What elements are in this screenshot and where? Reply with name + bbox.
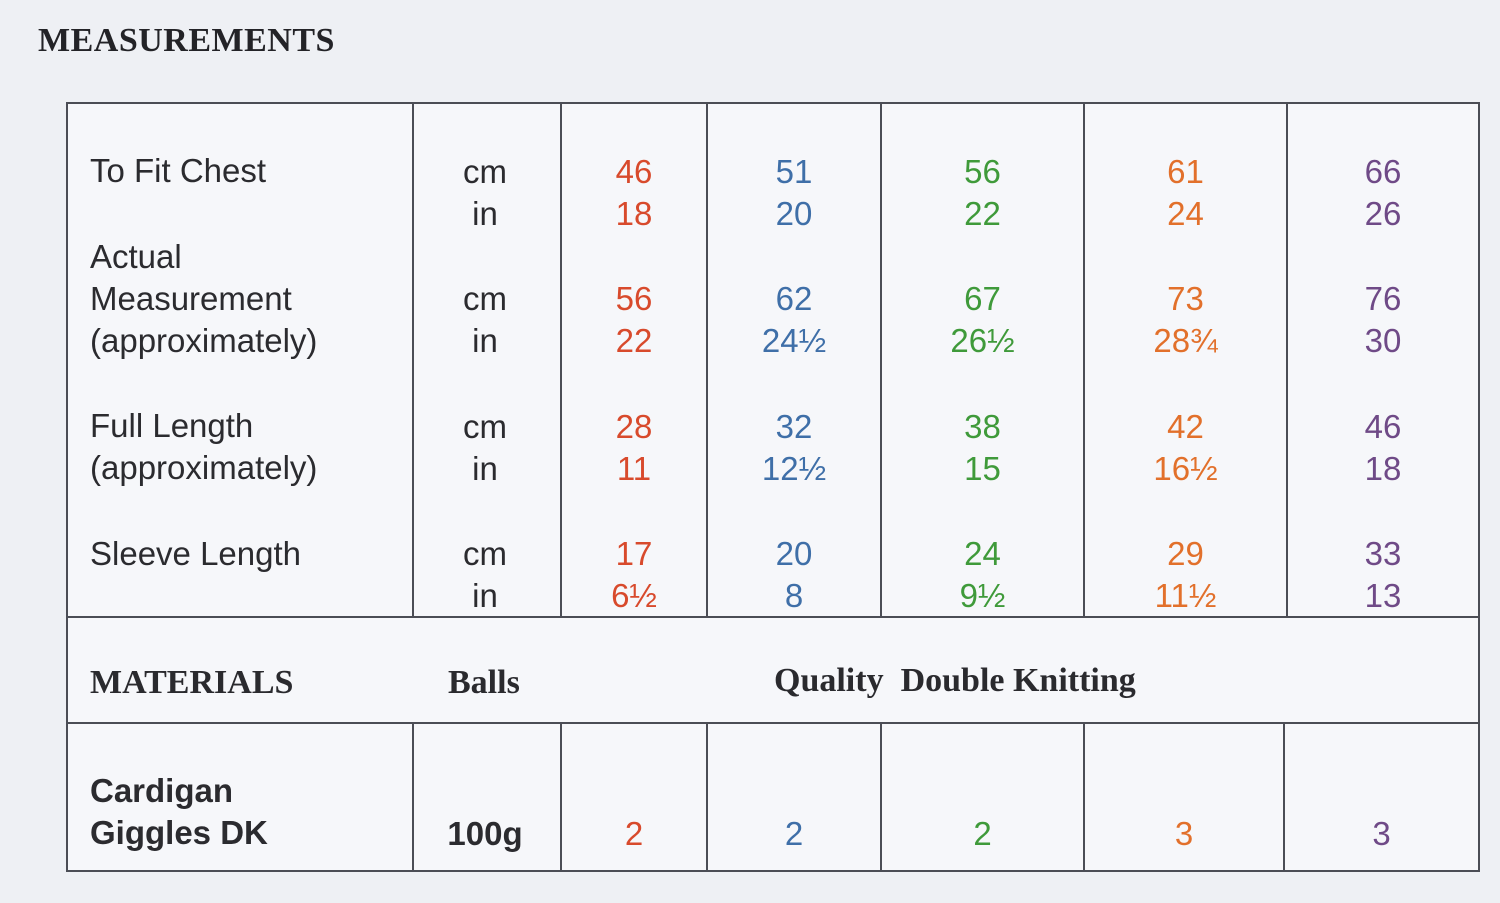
ball-count: 2 <box>973 815 992 852</box>
item-name: Giggles DK <box>90 814 268 851</box>
balls-header: Balls <box>448 664 520 701</box>
row-label: Actual <box>90 238 182 275</box>
size-value: 76 <box>1364 280 1402 317</box>
ball-count: 2 <box>784 815 804 852</box>
size-value: 61 <box>1167 153 1204 190</box>
unit-cm: cm <box>463 408 507 445</box>
size-value: 18 <box>1364 450 1402 487</box>
size-value: 42 <box>1167 408 1204 445</box>
size-value: 11½ <box>1154 577 1217 614</box>
quality-header: Quality Double Knitting <box>774 662 1136 699</box>
size-value: 6½ <box>611 577 657 614</box>
size-value: 26 <box>1364 195 1402 232</box>
row-label: Measurement <box>90 280 292 317</box>
row-label: (approximately) <box>90 322 318 359</box>
size-value: 8 <box>784 577 804 614</box>
row-label: Sleeve Length <box>90 535 302 572</box>
size-value: 16½ <box>1153 450 1218 487</box>
unit-cm: cm <box>463 153 507 190</box>
size-value: 15 <box>964 450 1001 487</box>
row-label: Full Length <box>90 407 254 444</box>
size-value: 56 <box>615 280 653 317</box>
size-value: 24½ <box>761 322 827 359</box>
size-value: 29 <box>1167 535 1204 572</box>
row-label: (approximately) <box>90 449 318 486</box>
unit-cm: cm <box>463 535 507 572</box>
unit-in: in <box>472 577 498 614</box>
size-value: 18 <box>615 195 653 232</box>
ball-count: 3 <box>1372 815 1391 852</box>
size-value: 12½ <box>761 450 827 487</box>
unit-in: in <box>472 450 498 487</box>
size-value: 67 <box>964 280 1001 317</box>
size-value: 20 <box>775 535 813 572</box>
row-label: To Fit Chest <box>90 152 267 189</box>
size-value: 24 <box>1167 195 1204 232</box>
materials-title: MATERIALS <box>90 664 294 701</box>
size-value: 46 <box>1364 408 1402 445</box>
unit-cm: cm <box>463 280 507 317</box>
measurements-table <box>66 102 1480 872</box>
ball-count: 3 <box>1174 815 1194 852</box>
unit-in: in <box>472 322 498 359</box>
size-value: 28 <box>615 408 653 445</box>
ball-weight: 100g <box>447 815 523 852</box>
size-value: 22 <box>615 322 653 359</box>
unit-in: in <box>472 195 498 232</box>
size-value: 20 <box>775 195 813 232</box>
size-value: 30 <box>1364 322 1402 359</box>
size-value: 11 <box>616 450 652 487</box>
size-value: 33 <box>1364 535 1402 572</box>
size-value: 46 <box>615 153 653 190</box>
row-divider <box>68 722 1478 724</box>
size-value: 28¾ <box>1153 322 1218 359</box>
item-name: Cardigan <box>90 772 234 809</box>
size-value: 26½ <box>950 322 1015 359</box>
size-value: 51 <box>775 153 813 190</box>
size-value: 56 <box>964 153 1001 190</box>
size-value: 32 <box>775 408 813 445</box>
size-value: 24 <box>964 535 1001 572</box>
size-value: 22 <box>964 195 1001 232</box>
size-value: 38 <box>964 408 1001 445</box>
ball-count: 2 <box>624 815 644 852</box>
size-value: 66 <box>1364 153 1402 190</box>
size-value: 13 <box>1364 577 1402 614</box>
size-value: 9½ <box>959 577 1006 614</box>
size-value: 73 <box>1167 280 1204 317</box>
measurements-heading: MEASUREMENTS <box>38 22 335 59</box>
size-value: 62 <box>775 280 813 317</box>
size-value: 17 <box>615 535 653 572</box>
